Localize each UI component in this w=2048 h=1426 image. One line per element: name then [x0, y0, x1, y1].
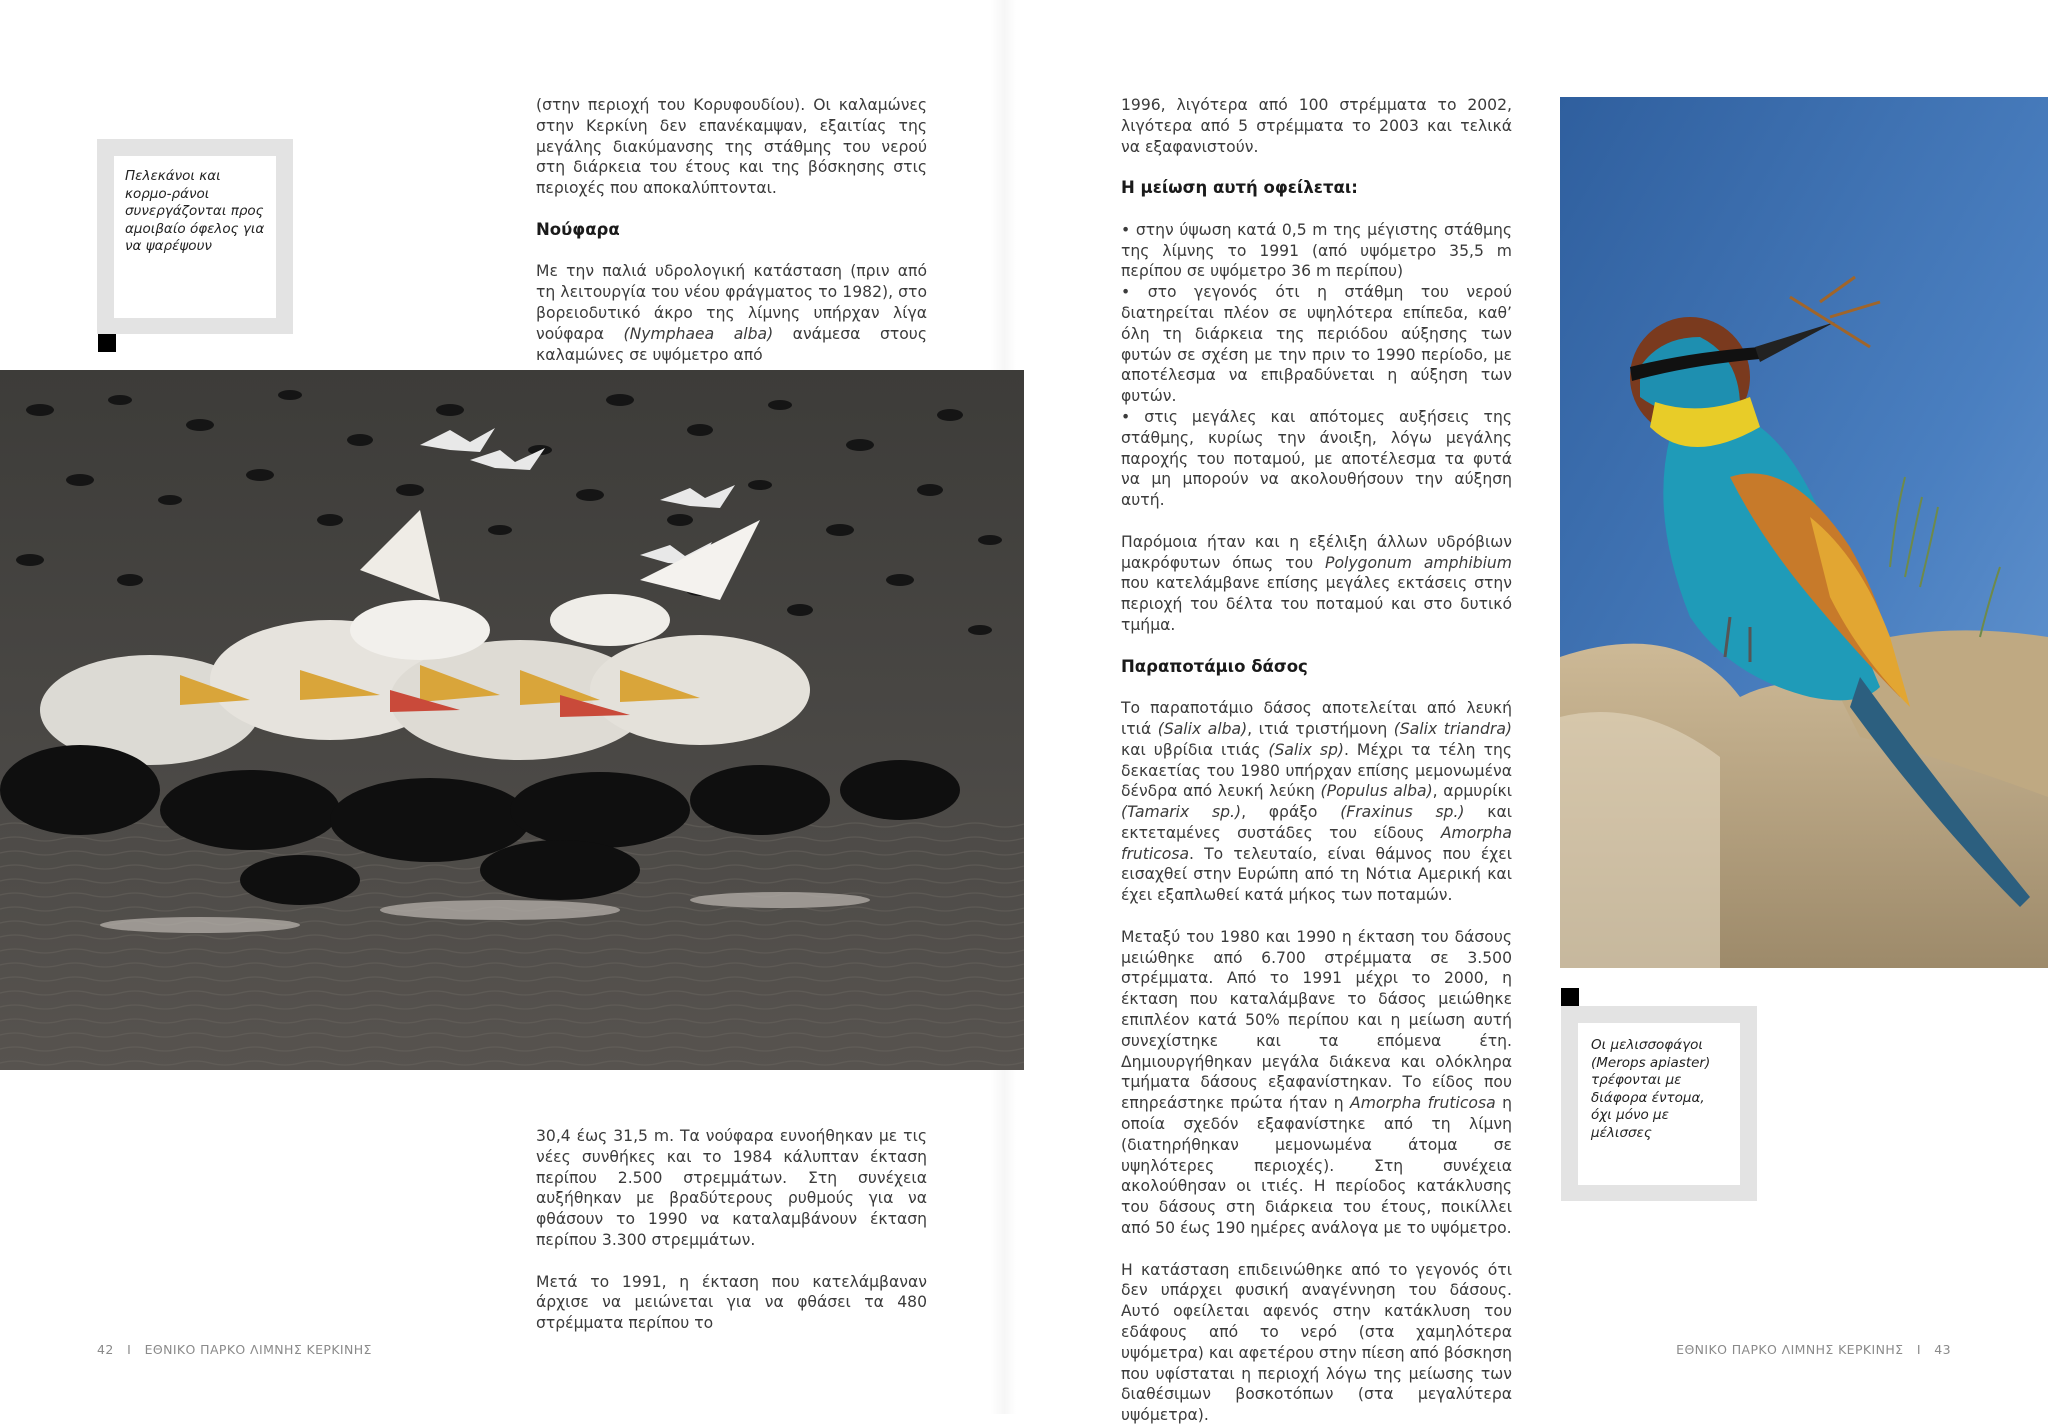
paragraph: 1996, λιγότερα από 100 στρέμματα το 2002, λιγότερα από 5 στρέμματα το 2003 και τελικά να εξαφανιστούν. — [1121, 96, 1512, 156]
caption-inner — [1578, 1023, 1740, 1185]
heading-reduction: Η μείωση αυτή οφείλεται: — [1121, 178, 1358, 198]
footer-separator: I — [127, 1342, 132, 1357]
latin-name: (Populus alba) — [1320, 782, 1433, 801]
text-run: , φράξο — [1241, 803, 1341, 822]
heading-forest: Παραποτάμιο δάσος — [1121, 656, 1308, 676]
latin-name: Polygonum amphibium — [1325, 553, 1512, 572]
text-run: και υβρίδια ιτιάς — [1121, 740, 1269, 759]
heading-noufara: Νούφαρα — [536, 219, 620, 239]
footer-title: ΕΘΝΙΚΟ ΠΑΡΚΟ ΛΙΜΝΗΣ ΚΕΡΚΙΝΗΣ — [1676, 1342, 1904, 1357]
page-number: 43 — [1934, 1342, 1951, 1357]
footer-separator: I — [1916, 1342, 1921, 1357]
latin-name: (Salix alba) — [1157, 719, 1248, 738]
paragraph: Μετά το 1991, η έκταση που κατελάμβαναν άρχισε να μειώνεται για να φθάσει τα 480 στρέμματα περίπου το — [536, 1272, 927, 1333]
caption-marker-square-icon — [1561, 988, 1579, 1006]
text-run: ανάμεσα στους καλαμώνες σε υψόμετρο από — [536, 324, 927, 364]
text-run: Μεταξύ του 1980 και 1990 η έκταση του δάσους μειώθηκε από 6.700 στρέμματα σε 3.500 στρέμματα. Από το 1991 μέχρι το 2000, η έκταση που καταλάμβανε το δάσος μειώθηκε επιπλέον κατά 50% περίπου και η μείωση αυτή συνεχίστηκε και τα επόμενα έτη. Δημιουργήθηκαν μεγάλα διάκενα και ολόκληρα τμήματα δάσους εξαφανίστηκαν. Το είδος που επηρεάστηκε πρώτα ήταν η — [1121, 927, 1512, 1113]
caption-marker-square-icon — [98, 334, 116, 352]
latin-name: (Salix triandra) — [1393, 719, 1512, 738]
paragraph: Η κατάσταση επιδεινώθηκε από το γεγονός ότι δεν υπάρχει φυσική αναγέννηση του δάσους. Αυτό οφείλεται αφενός στην κατάκλυση του εδάφους από το νερό (στα χαμηλότερα υψόμετρα) και αφετέρου στην πίεση από βόσκηση που υφίσταται η περιοχή λόγω της μείωσης των διαθέσιμων βοσκοτόπων (στα μεγαλύτερα υψόμετρα). — [1121, 1260, 1512, 1425]
latin-name: Amorpha fruticosa — [1121, 823, 1512, 863]
bullet-item: • στο γεγονός ότι η στάθμη του νερού διατηρείται πλέον σε υψηλότερα επίπεδα, καθ’ όλη τη διάρκεια της περιόδου αύξησης των φυτών σε σχέση με την πριν το 1990 περίοδο, με αποτέλεσμα να επιβραδύνεται η αύξηση των φυτών. — [1121, 283, 1512, 406]
text-run: , αρμυρίκι — [1432, 782, 1512, 801]
bullet-item: • στις μεγάλες και απότομες αυξήσεις της στάθμης, κυρίως την άνοιξη, λόγω μεγάλης παροχής του ποταμού, με αποτέλεσμα τα φυτά να μη μπορούν να ακολουθήσουν την αύξηση αυτή. — [1121, 407, 1512, 510]
left-column-top — [536, 95, 927, 365]
left-column-bottom — [536, 1126, 927, 1334]
paragraph: 30,4 έως 31,5 m. Τα νούφαρα ευνοήθηκαν με τις νέες συνθήκες και το 1984 κάλυπταν έκταση περίπου 2.500 στρεμμάτων. Στη συνέχεια αυξήθηκαν με βραδύτερους ρυθμούς για να φθάσουν το 1990 να καταλαμβάνουν έκταση περίπου 3.300 στρεμμάτων. — [536, 1127, 927, 1249]
footer-right — [1676, 1342, 1951, 1357]
right-column — [1121, 95, 1512, 1426]
text-run: που κατελάμβανε επίσης μεγάλες εκτάσεις στην περιοχή του δέλτα του ποταμού και στο δυτικό τμήμα. — [1121, 574, 1512, 634]
text-run: , ιτιά τριστήμονη — [1247, 719, 1394, 738]
text-run: . Το τελευταίο, είναι θάμνος που έχει εισαχθεί στην Ευρώπη από τη Νότια Αμερική και έχει εξαπλωθεί κατά μήκος των ποταμών. — [1121, 844, 1512, 905]
text-run: . Μέχρι τα τέλη της δεκαετίας του 1980 υπήρχαν επίσης μεμονωμένα δένδρα από λευκή λεύκη — [1121, 740, 1512, 801]
latin-name: (Salix sp) — [1268, 740, 1344, 759]
text-run: Το παραποτάμιο δάσος αποτελείται από λευκή ιτιά — [1121, 699, 1512, 738]
caption-text-pelicans: Πελεκάνοι και κορμο-ράνοι συνεργάζονται προς αμοιβαίο όφελος για να ψαρέψουν — [125, 168, 265, 254]
footer-left — [97, 1342, 372, 1357]
text-run: Παρόμοια ήταν και η εξέλιξη άλλων υδρόβιων μακρόφυτων όπως του — [1121, 532, 1512, 572]
latin-name: (Tamarix sp.) — [1121, 803, 1242, 822]
paragraph — [536, 261, 927, 365]
text-run: Με την παλιά υδρολογική κατάσταση (πριν από τη λειτουργία του νέου φράγματος το 1982), στο βορειοδυτικό άκρο της λίμνης υπήρχαν λίγα νούφαρα — [536, 262, 927, 343]
caption-box-pelicans — [97, 139, 293, 334]
paragraph — [1121, 532, 1512, 636]
bullet-item: • στην ύψωση κατά 0,5 m της μέγιστης στάθμης της λίμνης το 1991 (από υψόμετρο 35,5 m περίπου σε υψόμετρο 36 m περίπου) — [1121, 220, 1512, 281]
latin-name: Amorpha fruticosa — [1350, 1094, 1496, 1113]
photo-bee-eater — [1560, 97, 2048, 968]
bee-eater-photo-drawing — [1560, 97, 2048, 968]
caption-inner — [114, 156, 276, 318]
page-number: 42 — [97, 1342, 114, 1357]
pelicans-photo-drawing — [0, 370, 1024, 1070]
caption-text-bee-eater: Οι μελισσοφάγοι (Merops apiaster) τρέφονται με διάφορα έντομα, όχι μόνο με μέλισσες — [1591, 1037, 1711, 1141]
text-run: η οποία σχεδόν εξαφανίστηκε από τη λίμνη (διατηρήθηκαν μεμονωμένα άτομα σε υψηλότερες περιοχές). Στη συνέχεια ακολούθησαν οι ιτιές. Η περίοδος κατάκλυσης του δάσους στη διάρκεια του έτους, ποικίλλει από 50 έως 190 ημέρες ανάλογα με το υψόμετρο. — [1121, 1094, 1512, 1238]
latin-name: (Nymphaea alba) — [623, 324, 774, 343]
footer-title: ΕΘΝΙΚΟ ΠΑΡΚΟ ΛΙΜΝΗΣ ΚΕΡΚΙΝΗΣ — [144, 1342, 372, 1357]
paragraph — [1121, 927, 1512, 1239]
caption-box-bee-eater — [1561, 1006, 1757, 1201]
text-run: και εκτεταμένες συστάδες του είδους — [1121, 803, 1513, 842]
photo-pelicans-cormorants — [0, 370, 1024, 1070]
latin-name: (Fraxinus sp.) — [1340, 803, 1465, 822]
paragraph — [1121, 698, 1512, 906]
paragraph: (στην περιοχή του Κορυφουδίου). Οι καλαμώνες στην Κερκίνη δεν επανέκαμψαν, εξαιτίας της μεγάλης διακύμανσης της στάθμης του νερού στη διάρκεια του έτους και της βόσκησης στις περιοχές που αποκαλύπτονται. — [536, 96, 927, 198]
